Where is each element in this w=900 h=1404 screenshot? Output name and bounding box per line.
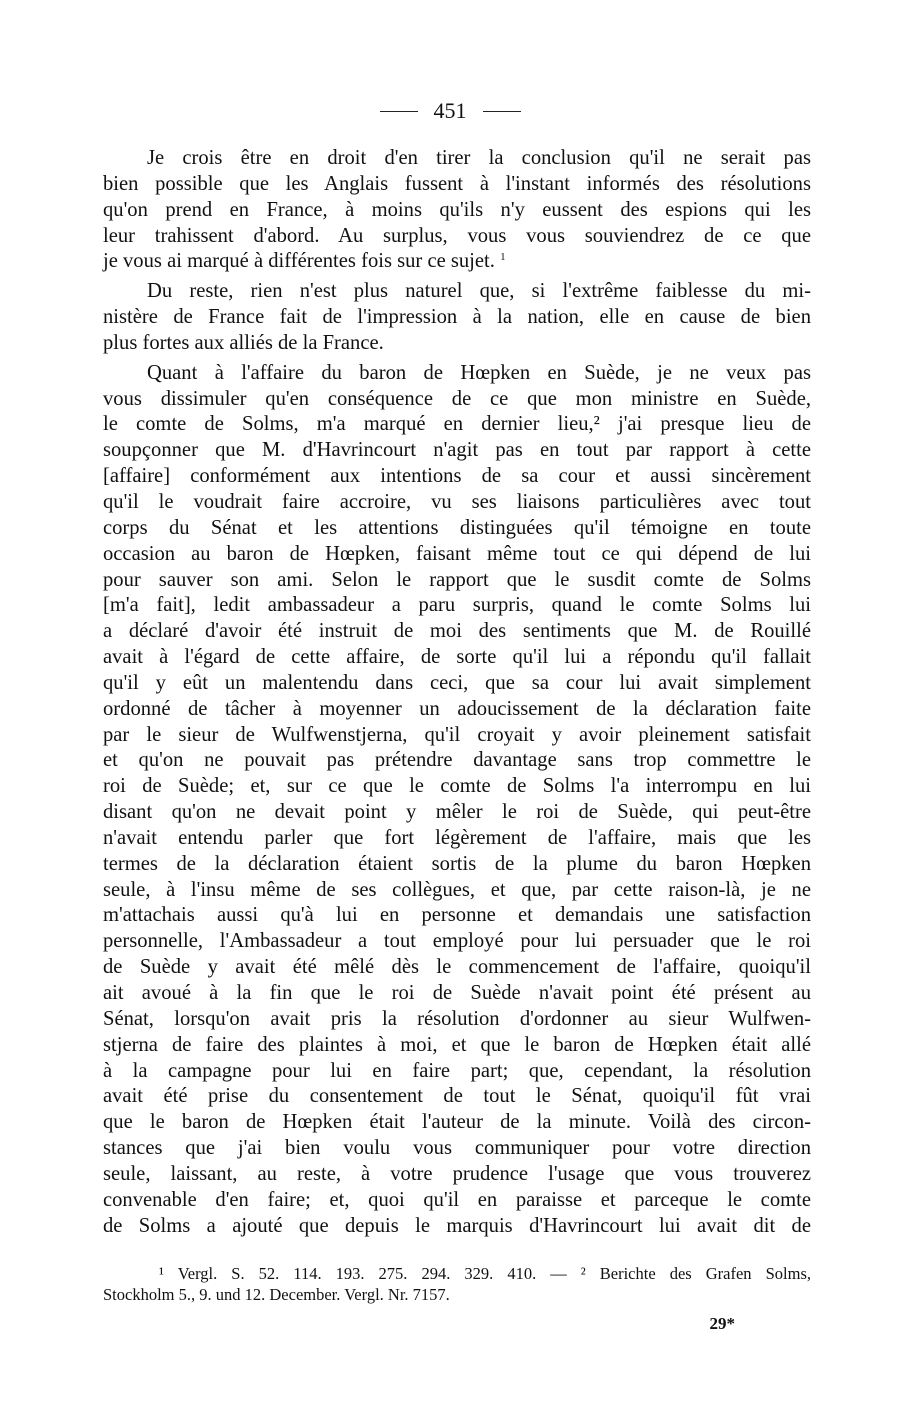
text-line: qu'on prend en France, à moins qu'ils n'y eussent des espions qui les [103,198,811,221]
text-line: soupçonner que M. d'Havrincourt n'agit pas en tout par rapport à cette [103,439,811,462]
text-line: m'attachais aussi qu'à lui en personne et demandais une satisfaction [103,904,811,927]
text-line: occasion au baron de Hœpken, faisant même tout ce qui dépend de lui [103,542,811,565]
text-line: ordonné de tâcher à moyenner un adoucissement de la déclaration faite [103,697,811,720]
text-line: le comte de Solms, m'a marqué en dernier lieu,² j'ai presque lieu de [103,413,811,436]
text-line: Du reste, rien n'est plus naturel que, si l'extrême faiblesse du mi- [147,280,811,303]
footnote-line: ¹ Vergl. S. 52. 114. 193. 275. 294. 329. 410. — ² Berichte des Grafen Solms, [159,1264,811,1283]
text-line: et qu'on ne pouvait pas prétendre davantage sans trop commettre le [103,749,811,772]
text-line: personnelle, l'Ambassadeur a tout employé pour lui persuader que le roi [103,930,811,953]
text-line: stances que j'ai bien voulu vous communiquer pour votre direction [103,1137,811,1160]
text-line: vous dissimuler qu'en conséquence de ce que mon ministre en Suède, [103,387,811,410]
text-line: nistère de France fait de l'impression à la nation, elle en cause de bien [103,306,811,329]
text-line: à la campagne pour lui en faire part; que, cependant, la résolution [103,1059,811,1082]
text-line: pour sauver son ami. Selon le rapport que le susdit comte de Solms [103,568,811,591]
footnote-ref: 1 [500,251,506,264]
text-line: que le baron de Hœpken était l'auteur de la minute. Voilà des circon- [103,1111,811,1134]
text-line: corps du Sénat et les attentions distinguées qu'il témoigne en toute [103,516,811,539]
footnotes [103,1263,811,1305]
text-line: seule, à l'insu même de ses collègues, et que, par cette raison-là, je ne [103,878,811,901]
text-line: a déclaré d'avoir été instruit de moi des sentiments que M. de Rouillé [103,620,811,643]
signature-mark: 29* [709,1314,735,1333]
text-line: termes de la déclaration étaient sortis de la plume du baron Hœpken [103,852,811,875]
text-line: de Suède y avait été mêlé dès le commencement de l'affaire, quoiqu'il [103,956,811,979]
text-line: bien possible que les Anglais fussent à l'instant informés des résolutions [103,172,811,195]
text-line: Quant à l'affaire du baron de Hœpken en Suède, je ne veux pas [147,361,811,384]
text-line: [affaire] conformément aux intentions de sa cour et aussi sincèrement [103,465,811,488]
header-dash-left [380,111,418,112]
text-line: par le sieur de Wulfwenstjerna, qu'il croyait y avoir pleinement satisfait [103,723,811,746]
text-line: stjerna de faire des plaintes à moi, et que le baron de Hœpken était allé [103,1033,811,1056]
text-line: avait à l'égard de cette affaire, de sorte qu'il lui a répondu qu'il fallait [103,646,811,669]
body-text [103,146,811,1243]
text-line: roi de Suède; et, sur ce que le comte de Solms l'a interrompu en lui [103,775,811,798]
text-line: qu'il y eût un malentendu dans ceci, que sa cour lui avait simplement [103,671,811,694]
page-header [0,98,900,124]
text-line: Je crois être en droit d'en tirer la conclusion qu'il ne serait pas [147,147,811,169]
paragraph [103,146,811,275]
text-line: disant qu'on ne devait point y mêler le roi de Suède, qui peut-être [103,801,811,824]
text-line: plus fortes aux alliés de la France. [103,331,384,354]
paragraph [103,279,811,357]
paragraph [103,361,811,1240]
text-line: je vous ai marqué à différentes fois sur ce sujet. $^1$ [103,250,506,273]
page-number: 451 [433,98,467,123]
footnote-line: Stockholm 5., 9. und 12. December. Vergl. Nr. 7157. [103,1285,450,1304]
text-line: ait avoué à la fin que le roi de Suède n'avait point été présent au [103,982,811,1004]
text-line: avait été prise du consentement de tout le Sénat, quoiqu'il fût vrai [103,1085,811,1108]
text-line: de Solms a ajouté que depuis le marquis d'Havrincourt lui avait dit de [103,1214,811,1237]
text-line: leur trahissent d'abord. Au surplus, vous vous souviendrez de ce que [103,224,811,247]
text-line: seule, laissant, au reste, à votre prudence l'usage que vous trouverez [103,1162,811,1185]
text-line: [m'a fait], ledit ambassadeur a paru surpris, quand le comte Solms lui [103,594,811,617]
text-line: Sénat, lorsqu'on avait pris la résolution d'ordonner au sieur Wulfwen- [103,1007,811,1030]
text-line: convenable d'en faire; et, quoi qu'il en paraisse et parceque le comte [103,1188,811,1211]
text-line: n'avait entendu parler que fort légèrement de l'affaire, mais que les [103,826,811,849]
header-dash-right [483,111,521,112]
text-line: qu'il le voudrait faire accroire, vu ses liaisons particulières avec tout [103,490,811,513]
